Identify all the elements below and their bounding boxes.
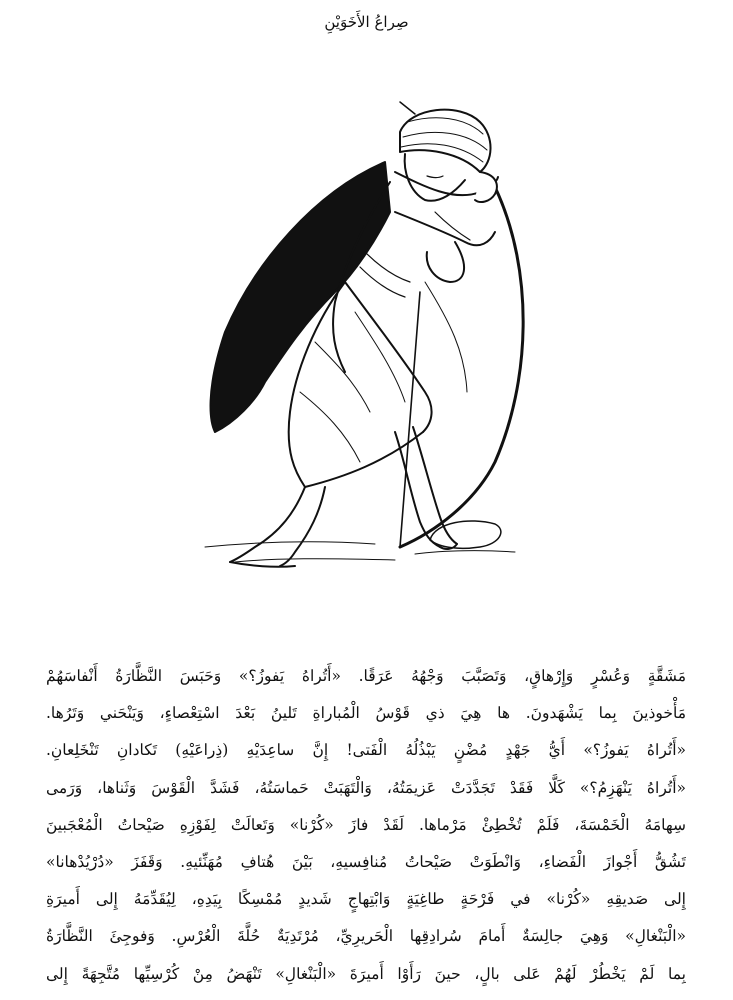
archer-stringing-bow-icon [195,92,525,582]
text-line: تَشُقُّ أَجْوازَ الْفَضاءِ، وَانْطَوَتْ صَيْحاتُ مُنافِسيهِ، بَيْنَ هُتافِ مُهَنِّئيهِ. وَقَفَزَ «دُرْيُدْهانا» [46,852,686,871]
body-paragraph [46,658,686,993]
archer-stringing-bow-illustration [195,92,525,582]
text-line: بِما لَمْ يَخْطُرْ لَهُمْ عَلى بالٍ، حينَ رَأَوْا أَميرَةَ «الْبَنْغالِ» تَنْهَضُ مِنْ كُرْسِيِّها مُتَّجِهَةً إِلى [46,964,686,983]
text-line: سِهامَهُ الْخَمْسَةَ، فَلَمْ تُخْطِئْ مَرْماها. لَقَدْ فازَ «كُرْنا» وَتَعالَتْ لِفَوْزِهِ صَيْحاتُ الْمُعْجَبينَ [46,815,686,834]
text-line: مَأْخوذينَ بِما يَشْهَدونَ. ها هِيَ ذي قَوْسُ الْمُباراةِ تَلينُ بَعْدَ اسْتِعْصاءٍ، وَيَنْحَني وَتَرُها. [46,704,686,723]
page-title: صِراعُ الأَخَوَيْنِ [324,13,409,31]
text-line: «أَتُراهُ يَفوزُ؟» أَيُّ جَهْدٍ مُضْنٍ يَبْذُلُهُ الْفَتى! إِنَّ ساعِدَيْهِ (ذِراعَيْهِ) تَكادانِ تَنْخَلِعانِ. [46,741,686,760]
text-line: «الْبَنْغالِ» وَهِيَ جالِسَةٌ أَمامَ سُرادِقِها الْحَريرِيِّ، مُرْتَدِيَةٌ حُلَّةَ الْعُرْسِ. وَفوجِئَ النَّظَّارَةُ [46,927,686,946]
text-line: «أَتُراهُ يَنْهَزِمُ؟» كَلَّا فَقَدْ تَجَدَّدَتْ عَزيمَتُهُ، وَالْتَهَبَتْ حَماسَتُهُ، فَشَدَّ الْقَوْسَ وَثَناها، وَرَمى [46,778,686,797]
text-line: مَشَقَّةٍ وَعُسْرٍ وَإِرْهاقٍ، وَتَصَبَّبَ وَجْهُهُ عَرَقًا. «أَتُراهُ يَفوزُ؟» وَحَبَسَ النَّظَّارَةُ أَنْفاسَهُمْ [46,667,686,685]
text-line: إِلى صَديقِهِ «كُرْنا» في فَرْحَةٍ طاغِيَةٍ وَابْتِهاجٍ شَديدٍ مُمْسِكًا بِيَدِهِ، لِيُقَدِّمَهُ إِلى أَميرَةِ [46,890,686,909]
